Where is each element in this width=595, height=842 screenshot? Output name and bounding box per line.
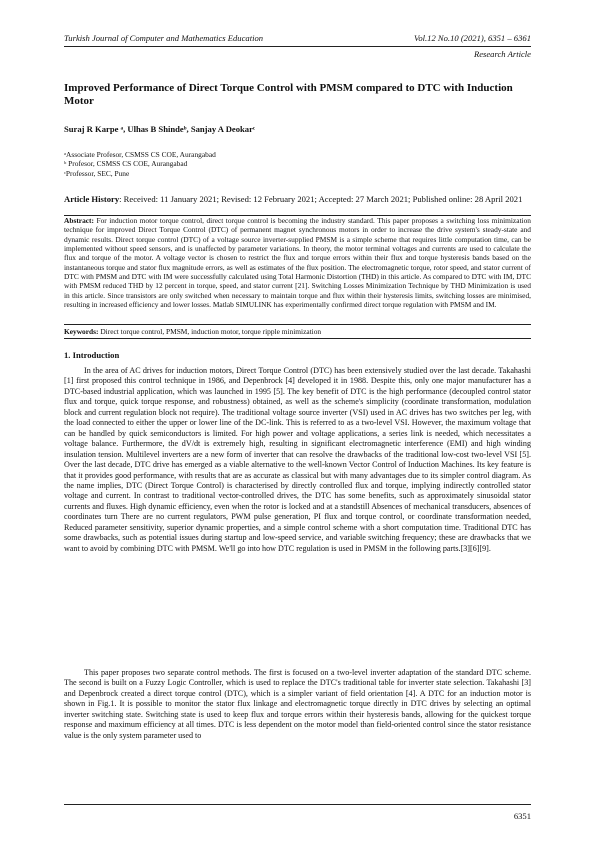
abstract <box>64 216 531 309</box>
paper-title: Improved Performance of Direct Torque Control with PMSM compared to DTC with Induction Motor <box>64 82 513 107</box>
abstract-label: Abstract: <box>64 216 94 225</box>
footer-rule <box>64 804 531 805</box>
author-list: Suraj R Karpe ᵃ, Ulhas B Shindeᵇ, Sanjay A Deokarᶜ <box>64 124 256 134</box>
affiliations <box>64 150 216 178</box>
keywords-rule <box>64 338 531 339</box>
affiliation-a: ᵃAssociate Profesor, CSMSS CS COE, Aurangabad <box>64 150 216 159</box>
intro-paragraph-1 <box>64 366 531 554</box>
history-text: : Received: 11 January 2021; Revised: 12 February 2021; Accepted: 27 March 2021; Published online: 28 April 2021 <box>119 194 523 204</box>
journal-name: Turkish Journal of Computer and Mathematics Education <box>64 33 264 43</box>
paragraph-text: In the area of AC drives for induction motors, Direct Torque Control (DTC) has been extensively studied over the last decade. Takahashi [1] first proposed this control technique in 1986, and Depenbrock [4] developed it in 1988. Despite this, only one major manufacturer has a DTC-based industrial application, which was launched in 1995 [5]. The key benefit of DTC is the high performance (decoupled control stator flux and torque, quick torque response, and robustness) obtained, as well as the scheme's simplicity (coordinate transformation, modulation block and current regulation block not require). The traditional voltage source inverter (VSI) used in AC drives has two switches per leg, with the load connected to either the upper or lower line of the DC-link. This is referred to as a two-level VSI. However, the maximum voltage that can be handled by quick semiconductors is limited. For high power and voltage applications, a series link is needed, which necessitates a voltage balance. Furthermore, the dV/dt is extremely high, resulting in significant electromagnetic interference (EMI) and high winding insulation tension. Multilevel inverters are a new form of inverter that can resolve the drawbacks of the traditional low-cost two-level VSI [5]. Over the last decade, DTC drive has emerged as a viable alternative to the well-known Vector Control of Induction Machines. Its key feature is that it provides good performance, with results that are as accurate as classical but with many advantages due to its simpler control diagram. As the name implies, DTC (Direct Torque Control) is characterised by directly controlled flux and torque, implying indirectly controlled stator voltage and current. In contrast to traditional vector-controlled drives, the DTC has some benefits, such as approximately sinusoidal stator currents and fluxes. High dynamic efficiency, even when the rotor is locked and at a standstill Absences of mechanical transducers, absences of coordinates turn There are no current regulators, PWM pulse generation, PI flux and torque control, or coordinate transformation needed, Reduced parameter sensitivity, superior dynamic properties, and a simple control scheme with a short computation time. Traditional DTC has some drawbacks, such as potential issues during startup and low-speed service, and variable switching frequency; these are drawbacks that we want to avoid by combining DTC with PMSM. We'll go into how DTC regulation is used in PMSM in the following parts.[3][6][9]. <box>64 366 531 553</box>
article-history <box>64 194 531 204</box>
article-type: Research Article <box>473 49 531 59</box>
keywords-text: Direct torque control, PMSM, induction motor, torque ripple minimization <box>98 327 322 336</box>
volume-info: Vol.12 No.10 (2021), 6351 – 6361 <box>414 33 531 43</box>
abstract-bottom-rule <box>64 324 531 325</box>
page-number: 6351 <box>513 811 531 821</box>
affiliation-c: ᶜProfessor, SEC, Pune <box>64 168 130 178</box>
history-label: Article History <box>64 194 120 204</box>
intro-paragraph-2 <box>64 668 531 741</box>
section-heading: 1. Introduction <box>64 350 120 360</box>
keywords <box>64 327 321 336</box>
header-rule <box>64 46 531 47</box>
abstract-text: For induction motor torque control, direct torque control is becoming the industry standard. This paper proposes a switching loss minimization technique for improved Direct Torque Control (DTC) of permanent magnet synchronous motors in order to increase the drive system's steady-state and dynamic results. Direct torque control (DTC) of a voltage source inverter-supplied PMSM is a simple scheme that requires little computation time, can be implemented without speed sensors, and is unaffected by parameter variations. In theory, the motor terminal voltages and currents are used to calculate the flux and torque of the motor. A voltage vector is chosen to restrict the flux and torque errors within their flux and torque hysteresis bands based on the instantaneous torque and stator flux magnitude errors, as well as estimates of the flux position. The electromagnetic torque, rotor speed, and stator current of DTC with PMSM and DTC with IM were successfully calculated using Total Harmonic Distortion (THD) in this article. As compared to DTC with IM, DTC with PMSM reduced THD by 12 percent in torque, speed, and stator current [21]. Switching Losses Minimization Technique by THD Minimization is used in this article. Since transistors are only switched when necessary to maintain torque and flux within their hysteresis limits, switching losses are minimised, resulting in increased efficiency and lower losses. Matlab SIMULINK has experimentally confirmed direct torque regulation with PMSM and IM. <box>64 216 531 310</box>
keywords-label: Keywords: <box>64 327 99 336</box>
affiliation-b: ᵇ Profesor, CSMSS CS COE, Aurangabad <box>64 159 188 169</box>
paragraph-text: This paper proposes two separate control methods. The first is focused on a two-level inverter adaptation of the standard DTC scheme. The second is built on a Fuzzy Logic Controller, which is used to replace the DTC's traditional table for inverter state selection. Takahashi [3] and Depenbrock created a direct torque control (DTC), which is a simpler variant of field orientation [4]. A DTC for an induction motor is shown in Fig.1. It is possible to monitor the stator flux linkage and electromagnetic torque directly in DTC drives by selecting an optimal inverter switching state. Switching state is used to keep flux and torque errors within their hysteresis bands, allowing for the quickest torque response and maximum efficiency at all times. DTC is less dependent on the motor model than field-oriented control since the stator resistance value is the only system parameter used to <box>64 668 531 740</box>
